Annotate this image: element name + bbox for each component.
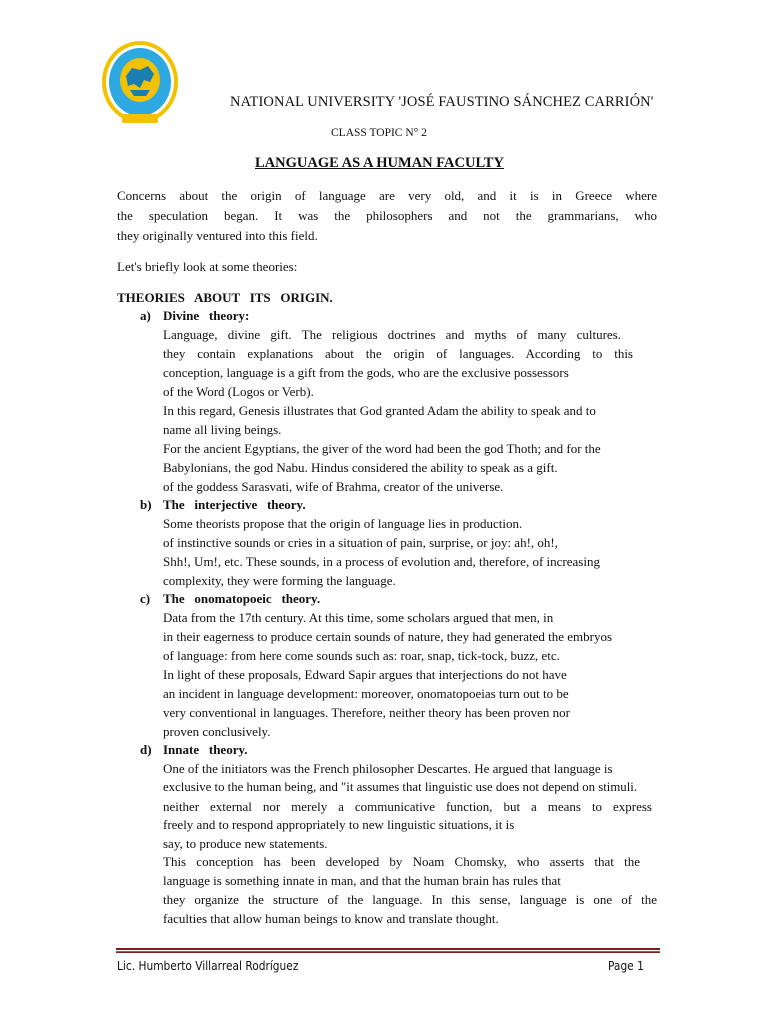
theories-heading: THEORIES ABOUT ITS ORIGIN.: [117, 290, 333, 305]
section-line: they organize the structure of the language. In this sense, language is one of the: [163, 892, 657, 907]
section-line: of the Word (Logos or Verb).: [163, 384, 314, 399]
section-line: Shh!, Um!, etc. These sounds, in a process of evolution and, therefore, of increasing: [163, 554, 600, 569]
section-letter: a): [140, 308, 151, 323]
section-line: faculties that allow human beings to know and translate thought.: [163, 911, 499, 926]
section-line: neither external nor merely a communicative function, but a means to express: [163, 799, 652, 814]
section-line: In this regard, Genesis illustrates that God granted Adam the ability to speak and to: [163, 403, 596, 418]
intro-line: the speculation began. It was the philosophers and not the grammarians, who: [117, 208, 657, 223]
section-line: This conception has been developed by Noam Chomsky, who asserts that the: [163, 854, 640, 869]
section-line: language is something innate in man, and that the human brain has rules that: [163, 873, 561, 888]
section-line: Data from the 17th century. At this time, some scholars argued that men, in: [163, 610, 554, 625]
section-line: Some theorists propose that the origin of language lies in production.: [163, 516, 523, 531]
class-topic: CLASS TOPIC N° 2: [331, 127, 427, 139]
footer-divider: [116, 948, 660, 953]
section-line: freely and to respond appropriately to new linguistic situations, it is: [163, 817, 515, 832]
section-letter: c): [140, 591, 151, 606]
section-line: an incident in language development: moreover, onomatopoeias turn out to be: [163, 686, 569, 701]
university-name: NATIONAL UNIVERSITY 'JOSÉ FAUSTINO SÁNCHEZ CARRIÓN': [230, 94, 654, 110]
section-heading: The onomatopoeic theory.: [163, 591, 321, 606]
section-line: complexity, they were forming the language.: [163, 573, 396, 588]
section-line: very conventional in languages. Therefore, neither theory has been proven nor: [163, 705, 570, 720]
section-heading: The interjective theory.: [163, 497, 306, 512]
section-line: Language, divine gift. The religious doctrines and myths of many cultures.: [163, 327, 621, 342]
section-letter: d): [140, 742, 152, 757]
section-line: in their eagerness to produce certain sounds of nature, they had generated the embryos: [163, 629, 613, 644]
section-line: Babylonians, the god Nabu. Hindus considered the ability to speak as a gift.: [163, 460, 558, 475]
section-line: of the goddess Sarasvati, wife of Brahma, creator of the universe.: [163, 479, 504, 494]
section-heading: Divine theory:: [163, 308, 250, 323]
section-line: In light of these proposals, Edward Sapir argues that interjections do not have: [163, 667, 567, 682]
footer-author: Lic. Humberto Villarreal Rodríguez: [117, 958, 299, 973]
section-line: exclusive to the human being, and "it assumes that linguistic use does not depend on stimuli.: [163, 780, 638, 794]
lead-sentence: Let's briefly look at some theories:: [117, 259, 298, 274]
section-line: One of the initiators was the French philosopher Descartes. He argued that language is: [163, 761, 613, 776]
section-line: For the ancient Egyptians, the giver of the word had been the god Thoth; and for the: [163, 441, 601, 456]
section-line: say, to produce new statements.: [163, 836, 328, 851]
footer-page-number: Page 1: [608, 958, 644, 973]
section-letter: b): [140, 497, 152, 512]
section-line: name all living beings.: [163, 422, 282, 437]
section-line: of instinctive sounds or cries in a situation of pain, surprise, or joy: ah!, oh!,: [163, 535, 558, 550]
intro-line: they originally ventured into this field.: [117, 228, 318, 243]
page-title: LANGUAGE AS A HUMAN FACULTY: [255, 155, 504, 171]
university-seal-logo: [100, 40, 180, 128]
section-line: they contain explanations about the origin of languages. According to this: [163, 346, 633, 361]
section-line: conception, language is a gift from the gods, who are the exclusive possessors: [163, 365, 569, 380]
section-line: of language: from here come sounds such as: roar, snap, tick-tock, buzz, etc.: [163, 648, 560, 663]
intro-line: Concerns about the origin of language are very old, and it is in Greece where: [117, 188, 657, 203]
section-line: proven conclusively.: [163, 724, 271, 739]
section-heading: Innate theory.: [163, 742, 248, 757]
